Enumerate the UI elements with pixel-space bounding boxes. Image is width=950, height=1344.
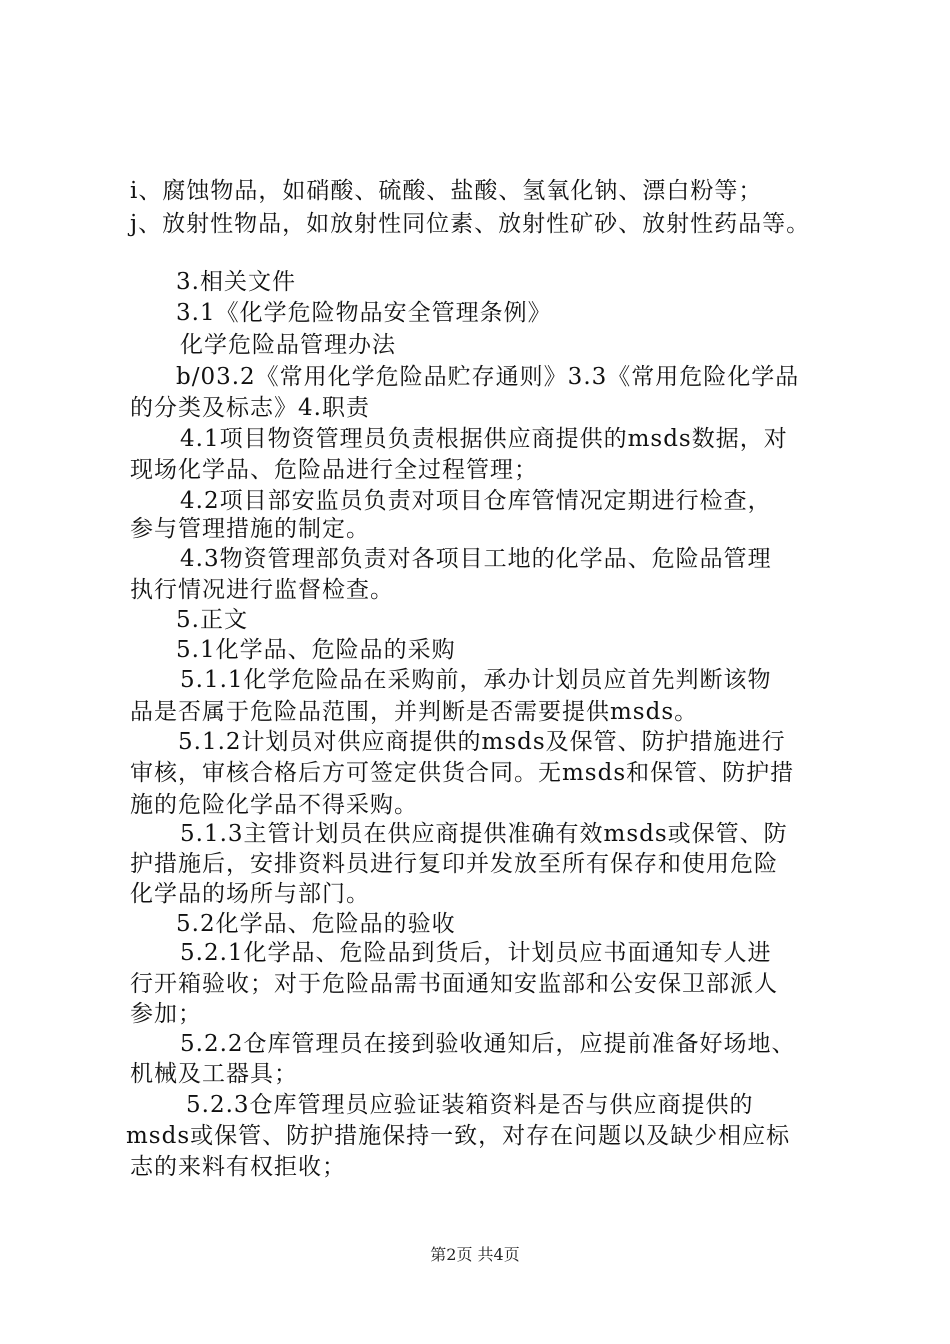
text-line: 执行情况进行监督检查。: [130, 577, 394, 603]
text-line: 化学危险品管理办法: [180, 332, 396, 358]
text-line: 施的危险化学品不得采购。: [130, 792, 418, 818]
text-line: 志的来料有权拒收；: [130, 1154, 346, 1180]
section-heading: 5.正文: [176, 607, 248, 633]
section-heading: 5.1化学品、危险品的采购: [176, 637, 456, 663]
text-line: 护措施后，安排资料员进行复印并发放至所有保存和使用危险: [130, 851, 778, 877]
text-line: 审核，审核合格后方可签定供货合同。无msds和保管、防护措: [130, 760, 795, 786]
text-line: b/03.2《常用化学危险品贮存通则》3.3《常用危险化学品: [176, 364, 800, 390]
text-line: 5.2.2仓库管理员在接到验收通知后，应提前准备好场地、: [180, 1031, 796, 1057]
text-line: 4.3物资管理部负责对各项目工地的化学品、危险品管理: [180, 546, 772, 572]
text-line: i、腐蚀物品，如硝酸、硫酸、盐酸、氢氧化钠、漂白粉等；: [130, 178, 763, 204]
text-line: 5.2.1化学品、危险品到货后，计划员应书面通知专人进: [180, 940, 772, 966]
text-line: 3.1《化学危险物品安全管理条例》: [176, 300, 552, 326]
section-heading: 5.2化学品、危险品的验收: [176, 911, 456, 937]
page-number-footer: 第2页 共4页: [430, 1245, 520, 1264]
text-line: 5.1.1化学危险品在采购前，承办计划员应首先判断该物: [180, 667, 772, 693]
text-line: j、放射性物品，如放射性同位素、放射性矿砂、放射性药品等。: [130, 211, 811, 237]
text-line: 现场化学品、危险品进行全过程管理；: [130, 457, 538, 483]
text-line: 机械及工器具；: [130, 1061, 298, 1087]
text-line: 4.1项目物资管理员负责根据供应商提供的msds数据，对: [180, 426, 788, 452]
text-line: 的分类及标志》4.职责: [130, 395, 370, 421]
text-line: 5.1.3主管计划员在供应商提供准确有效msds或保管、防: [180, 821, 788, 847]
text-line: 参与管理措施的制定。: [130, 516, 370, 542]
text-line: 化学品的场所与部门。: [130, 881, 370, 907]
text-line: 5.1.2计划员对供应商提供的msds及保管、防护措施进行: [178, 729, 786, 755]
text-line: 行开箱验收；对于危险品需书面通知安监部和公安保卫部派人: [130, 971, 778, 997]
text-line: 品是否属于危险品范围，并判断是否需要提供msds。: [130, 699, 699, 725]
text-line: 参加；: [130, 1001, 202, 1027]
text-line: msds或保管、防护措施保持一致，对存在问题以及缺少相应标: [126, 1123, 791, 1149]
text-line: 4.2项目部安监员负责对项目仓库管情况定期进行检查，: [180, 488, 772, 514]
section-heading: 3.相关文件: [176, 269, 296, 295]
text-line: 5.2.3仓库管理员应验证装箱资料是否与供应商提供的: [186, 1092, 754, 1118]
